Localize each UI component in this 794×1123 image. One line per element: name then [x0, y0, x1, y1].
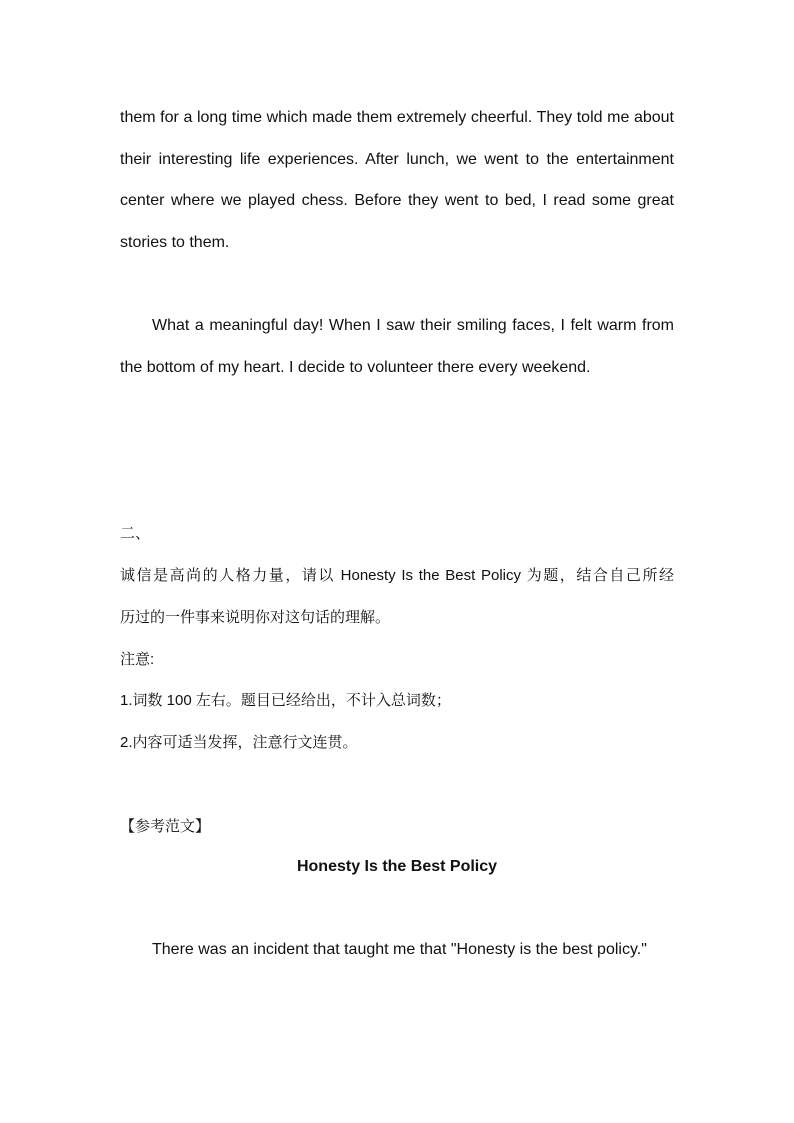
sample-essay-label: 【参考范文】 — [120, 818, 211, 835]
prompt-line-2: 历过的一件事来说明你对这句话的理解。 — [120, 609, 391, 626]
passage-paragraph-1: them for a long time which made them extremely cheerful. They told me about their interesting life experiences. After lunch, we went to the entertainment center where we played chess. Before they went to bed, I read some great stories to them. — [120, 109, 674, 251]
section-number: 二、 — [120, 525, 151, 542]
note-label: 注意: — [120, 651, 155, 668]
prompt-line-1: 诚信是高尚的人格力量，请以 Honesty Is the Best Policy 为题，结合自己所经 — [120, 567, 674, 584]
passage-paragraph-2: What a meaningful day! When I saw their smiling faces, I felt warm from the bottom of my heart. I decide to volunteer there every weekend. — [120, 317, 674, 376]
essay-title: Honesty Is the Best Policy — [296, 858, 498, 875]
note-item-1: 1.词数 100 左右。题目已经给出，不计入总词数； — [120, 692, 451, 709]
essay-paragraph-1: There was an incident that taught me that "Honesty is the best policy." — [152, 941, 647, 958]
note-item-2: 2.内容可适当发挥，注意行文连贯。 — [120, 734, 358, 751]
